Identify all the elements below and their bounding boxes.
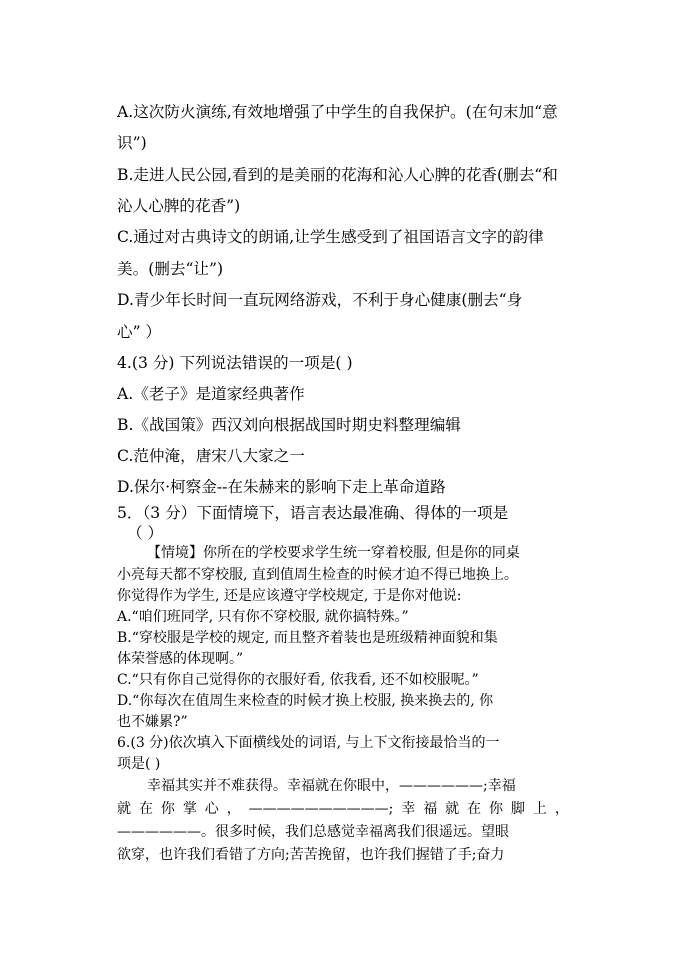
passage-char: 幸	[401, 801, 416, 817]
passage-char: 掌	[182, 801, 197, 817]
passage-char: ，	[554, 801, 569, 817]
q3-option-a-line1: A.这次防火演练,有效地增强了中学生的自我保护。(在句末加“意	[117, 103, 558, 121]
q4-option-d: D.保尔·柯察金--在朱赫来的影响下走上革命道路	[117, 478, 446, 496]
q4-option-a: A.《老子》是道家经典著作	[117, 385, 305, 403]
q4-stem: 4.(3 分) 下列说法错误的一项是( )	[117, 354, 353, 372]
passage-char: ，	[226, 801, 241, 817]
passage-char: 你	[160, 801, 175, 817]
q4-option-c: C.范仲淹，唐宋八大家之一	[117, 447, 305, 465]
q6-passage-line1: 幸福其实并不难获得。幸福就在你眼中，——————;幸福	[147, 778, 516, 794]
q5-context-line1: 【情境】你所在的学校要求学生统一穿着校服, 但是你的同桌	[147, 545, 520, 561]
passage-char: 上	[532, 801, 547, 817]
q6-passage-line3: ——————。很多时候，我们总感觉幸福离我们很遥远。望眼	[117, 824, 509, 840]
q5-stem: 5．（3 分）下面情境下，语言表达最准确、得体的一项是	[117, 504, 509, 522]
passage-char: 就	[445, 801, 460, 817]
q6-passage-line4: 欲穿，也许我们看错了方向;苦苦挽留，也许我们握错了手;奋力	[117, 847, 505, 863]
q3-option-d-line1: D.青少年长时间一直玩网络游戏，不利于身心健康(删去“身	[117, 291, 523, 309]
q3-option-b-line1: B.走进人民公园,看到的是美丽的花海和沁人心脾的花香(删去“和	[117, 166, 558, 184]
passage-char: 在	[467, 801, 482, 817]
q5-option-d-line1: D.“你每次在值周生来检查的时候才换上校服, 换来换去的, 你	[117, 693, 494, 709]
q5-context-line2: 小亮每天都不穿校服, 直到值周生检查的时候才迫不得已地换上。	[117, 567, 518, 583]
q3-option-c-line2: 美。(删去“让”)	[117, 260, 224, 278]
passage-char: 就	[117, 801, 131, 817]
passage-char: 福	[423, 801, 438, 817]
q4-option-b: B.《战国策》西汉刘向根据战国时期史料整理编辑	[117, 416, 461, 434]
q6-passage-line2	[117, 802, 569, 816]
q5-option-d-line2: 也不嫌累?”	[117, 714, 188, 730]
passage-char: 心	[204, 801, 219, 817]
q6-stem-line1: 6.(3 分)依次填入下面横线处的词语, 与上下文衔接最恰当的一	[117, 735, 500, 751]
q3-option-d-line2: 心” ）	[117, 323, 162, 341]
q5-option-c: C.“只有你自己觉得你的衣服好看, 依我看, 还不如校服呢。”	[117, 672, 479, 688]
q5-option-b-line2: 体荣誉感的体现啊。”	[117, 651, 244, 667]
q5-option-a: A.“咱们班同学, 只有你不穿校服, 就你搞特殊。”	[117, 609, 409, 625]
q6-stem-line2: 项是( )	[117, 756, 161, 772]
passage-char: 脚	[510, 801, 525, 817]
passage-blank: ——————————;	[248, 801, 394, 817]
passage-char: 你	[489, 801, 504, 817]
q3-option-c-line1: C.通过对古典诗文的朗诵,让学生感受到了祖国语言文字的韵律	[117, 228, 544, 246]
q5-answer-paren: （ ）	[127, 524, 164, 542]
q5-option-b-line1: B.“穿校服是学校的规定, 而且整齐着装也是班级精神面貌和集	[117, 630, 498, 646]
q3-option-a-line2: 识”)	[117, 134, 147, 152]
q5-context-line3: 你觉得作为学生, 还是应该遵守学校规定, 于是你对他说:	[117, 588, 462, 604]
q3-option-b-line2: 沁人心脾的花香”)	[117, 197, 241, 215]
passage-char: 在	[138, 801, 153, 817]
